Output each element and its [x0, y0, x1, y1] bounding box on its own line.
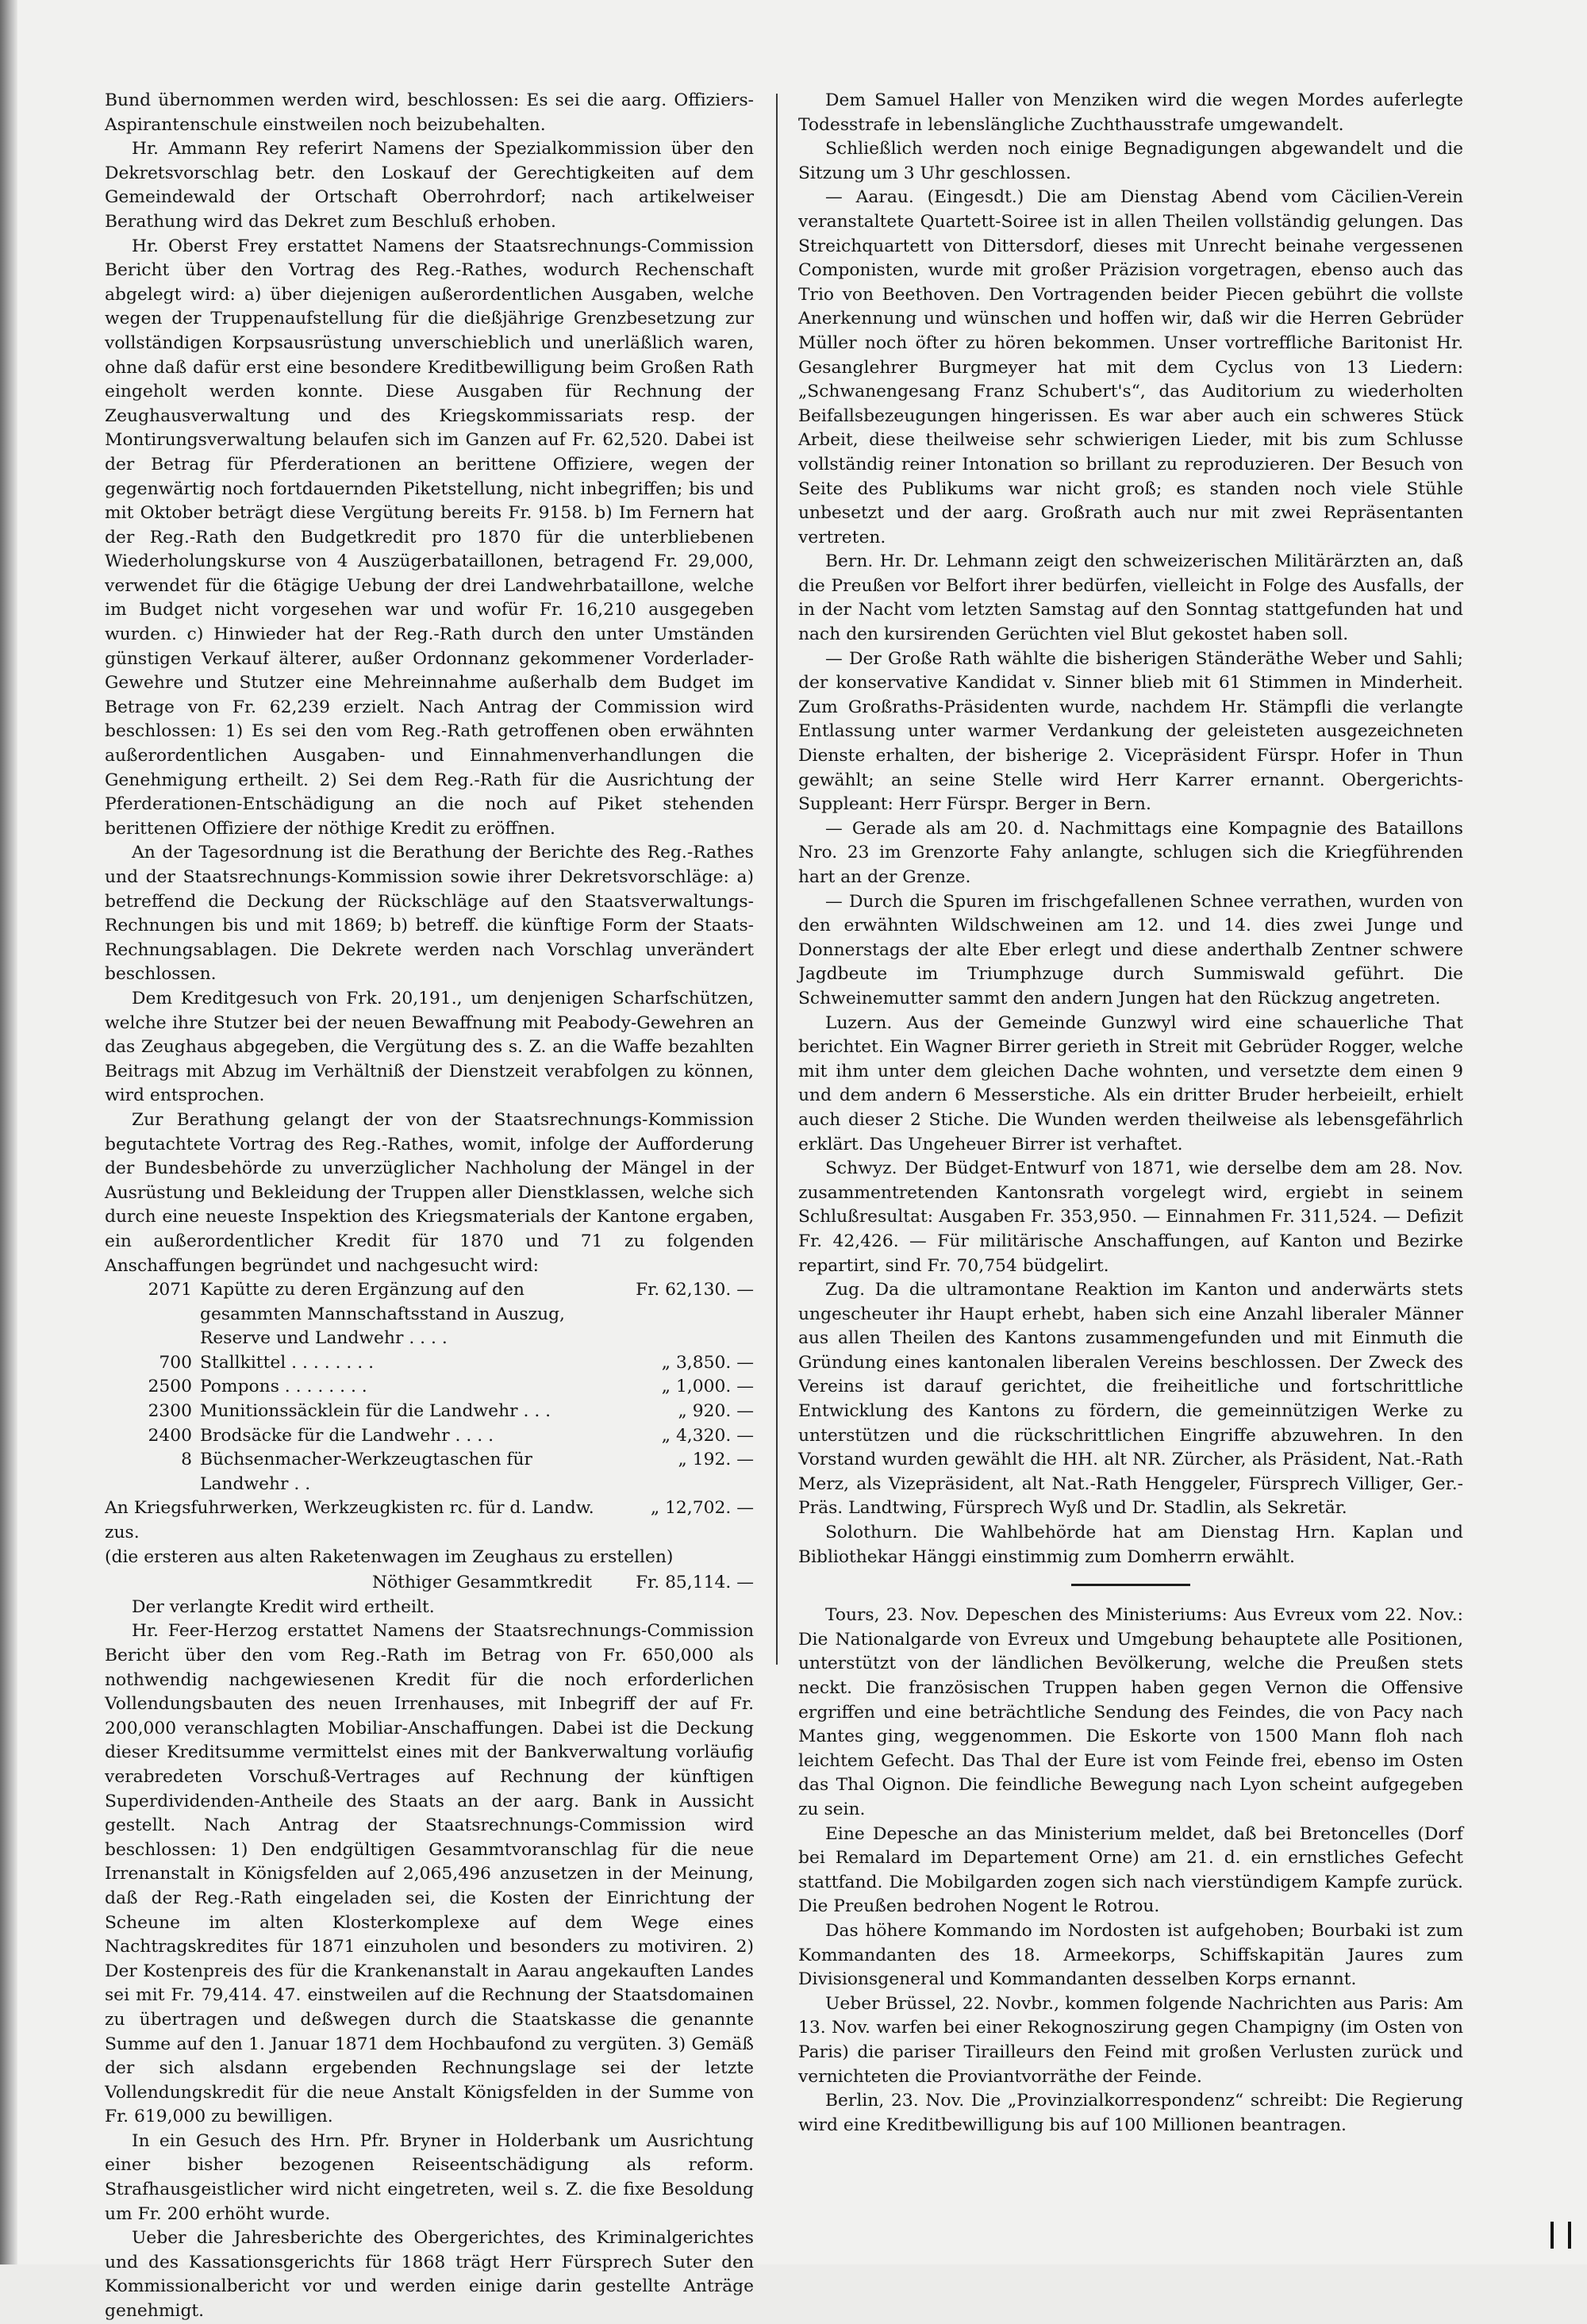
budget-extra-amount: „ 12,702. —: [650, 1498, 754, 1519]
budget-item: Pompons . . . . . . . .: [200, 1377, 367, 1397]
scan-margin-mark: [1550, 2222, 1554, 2249]
left-paragraph-3: Hr. Oberst Frey erstattet Namens der Staatsrechnungs-Commission Bericht über den Vortrag des Reg.-Rathes, wodurch Rechenschaft abgelegt wird: a) über diejenigen außerordentlichen Ausgaben, welche wegen der Truppenaufstellung für die dießjährige Grenzbesetzung zur vollständigen Korpsausrüstung unverschieblich und unerläßlich waren, ohne daß dafür erst eine besondere Kreditbewilligung beim Großen Rath eingeholt werden konnte. Diese Ausgaben für Rechnung der Zeughausverwaltung und des Kriegskommissariats resp. der Montirungsverwaltung belaufen sich im Ganzen auf Fr. 62,520. Dabei ist der Betrag für Pferderationen an berittene Offiziere, wegen der gegenwärtig noch fortdauernden Piketstellung, nicht inbegriffen; bis und mit Oktober beträgt diese Vergütung bereits Fr. 9158. b) Im Fernern hat der Reg.-Rath den Budgetkredit pro 1870 für die unterbliebenen Wiederholungskurse von 4 Auszügerbataillonen, betragend Fr. 29,000, verwendet für die 6tägige Uebung der drei Landwehrbataillone, welche im Budget nicht vorgesehen war und wofür Fr. 16,210 ausgegeben wurden. c) Hinwieder hat der Reg.-Rath durch den unter Umständen günstigen Verkauf älterer, außer Ordonnanz gekommener Vorderlader-Gewehre und Stutzer eine Mehreinnahme außerhalb dem Budget im Betrage von Fr. 62,239 erzielt. Nach Antrag der Commission wird beschlossen: 1) Es sei den vom Reg.-Rath getroffenen oben erwähnten außerordentlichen Ausgaben- und Einnahmenverhandlungen die Genehmigung ertheilt. 2) Sei dem Reg.-Rath für die Ausrichtung der Pferderationen-Entschädigung an die noch auf Piket stehenden berittenen Offiziere der nöthige Kredit zu eröffnen.: [105, 236, 754, 839]
budget-amount: „ 4,320. —: [661, 1425, 754, 1446]
budget-note: (die ersteren aus alten Raketenwagen im Zeughaus zu erstellen): [105, 1546, 674, 1567]
budget-qty: 2071: [148, 1280, 192, 1300]
left-paragraph-7: Der verlangte Kredit wird ertheilt.: [132, 1596, 435, 1617]
right-paragraph-5: — Der Große Rath wählte die bisherigen Ständeräthe Weber und Sahli; der konservative Kandidat v. Sinner blieb mit 61 Stimmen in Minderheit. Zum Großraths-Präsidenten wurde, nachdem Hr. Stämpfli die verlangte Entlassung unter warmer Verdankung der geleisteten ausgezeichneten Dienste erhalten, der bisherige 2. Vicepräsident Fürspr. Hofer in Thun gewählt; an seine Stelle wird Herr Karrer ernannt. Obergerichts-Suppleant: Herr Fürspr. Berger in Bern.: [798, 648, 1463, 815]
right-paragraph-berlin: Berlin, 23. Nov. Die „Provinzialkorrespondenz“ schreibt: Die Regierung wird eine Kreditbewilligung bis auf 100 Millionen beantragen.: [798, 2091, 1463, 2135]
budget-row: [105, 1424, 754, 1449]
budget-qty: 8: [181, 1450, 192, 1470]
left-paragraph-10: Ueber die Jahresberichte des Obergerichtes, des Kriminalgerichtes und des Kassationsgerichts für 1868 trägt Herr Fürsprech Suter den Kommissionalbericht vor und werden einige darin gestellte Anträge genehmigt.: [105, 2228, 754, 2322]
budget-item: Stallkittel . . . . . . . .: [200, 1352, 375, 1373]
budget-item: Munitionssäcklein für die Landwehr . . .: [200, 1401, 551, 1422]
left-column: [105, 89, 754, 2324]
right-paragraph-solothurn: Solothurn. Die Wahlbehörde hat am Dienstag Hrn. Kaplan und Bibliothekar Hänggi einstimmig zum Domherrn erwählt.: [798, 1523, 1463, 1567]
budget-amount: „ 192. —: [678, 1450, 754, 1470]
right-paragraph-bern: Bern. Hr. Dr. Lehmann zeigt den schweizerischen Militärärzten an, daß die Preußen vor Belfort ihrer bedürfen, vielleicht in Folge des Ausfalls, der in der Nacht vom letzten Samstag auf den Sonntag stattgefunden hat und nach den kursirenden Gerüchten viel Blut gekostet haben soll.: [798, 551, 1463, 645]
left-paragraph-4: An der Tagesordnung ist die Berathung der Berichte des Reg.-Rathes und der Staatsrechnungs-Kommission sowie ihrer Dekretsvorschläge: a) betreffend die Deckung der Rückschläge auf den Staatsverwaltungs-Rechnungen bis und mit 1869; b) betreff. die künftige Form der Staats-Rechnungsablagen. Die Dekrete werden nach Vorschlag unverändert beschlossen.: [105, 843, 754, 985]
budget-total-row: [105, 1569, 754, 1596]
right-paragraph-14: Das höhere Kommando im Nordosten ist aufgehoben; Bourbaki ist zum Kommandanten des 18. Armeekorps, Schiffskapitän Jaures zum Divisionsgeneral und Kommandanten desselben Korps ernannt.: [798, 1920, 1463, 1990]
budget-qty: 2400: [148, 1425, 192, 1446]
right-paragraph-7: — Durch die Spuren im frischgefallenen Schnee verrathen, wurden von den erwähnten Wildschweinen am 12. und 14. dies zwei Junge und Donnerstags der alte Eber erlegt und diese anderthalb Zentner schwere Jagdbeute im Triumphzuge durch Summiswald geführt. Die Schweinemutter sammt den andern Jungen hat den Rückzug angetreten.: [798, 891, 1463, 1008]
budget-amount: „ 1,000. —: [661, 1377, 754, 1397]
budget-item: Büchsenmacher-Werkzeugtaschen für Landwehr . .: [200, 1450, 532, 1494]
section-separator-rule: [1071, 1584, 1190, 1586]
column-divider: [776, 94, 778, 1665]
budget-qty: 700: [159, 1352, 192, 1373]
budget-table: [105, 1278, 754, 1596]
right-paragraph-6: — Gerade als am 20. d. Nachmittags eine Kompagnie des Bataillons Nro. 23 im Grenzorte Fahy anlangte, schlugen sich die Kriegführenden hart an der Grenze.: [798, 818, 1463, 887]
budget-row: [105, 1400, 754, 1424]
left-paragraph-6: Zur Berathung gelangt der von der Staatsrechnungs-Kommission begutachtete Vortrag des Reg.-Rathes, womit, infolge der Aufforderung der Bundesbehörde zu unverzüglicher Nachholung der Mängel in der Ausrüstung und Bekleidung der Truppen aller Dienstklassen, welche sich durch eine neueste Inspektion des Kriegsmaterials der Kantone ergaben, ein außerordentlicher Kredit für 1870 und 71 zu folgenden Anschaffungen begründet und nachgesucht wird:: [105, 1109, 754, 1276]
left-paragraph-5: Dem Kreditgesuch von Frk. 20,191., um denjenigen Scharfschützen, welche ihre Stutzer bei der neuen Bewaffnung mit Peabody-Gewehren an das Zeughaus abgegeben, die Vergütung des s. Z. an die Waffe bezahlten Beitrags mit Abzug im Verhältniß der Dienstzeit verabfolgen zu können, wird entsprochen.: [105, 988, 754, 1106]
budget-total-amount: Fr. 85,114. —: [636, 1573, 754, 1593]
left-paragraph-1: Bund übernommen werden wird, beschlossen: Es sei die aarg. Offiziers-Aspirantenschule einstweilen noch beizubehalten.: [105, 90, 754, 135]
budget-row-extra: [105, 1496, 754, 1545]
budget-note-row: [105, 1546, 754, 1570]
budget-qty: 2500: [148, 1377, 192, 1397]
budget-row: [105, 1375, 754, 1400]
left-paragraph-2: Hr. Ammann Rey referirt Namens der Spezialkommission über den Dekretsvorschlag betr. den Loskauf der Gerechtigkeiten auf dem Gemeindewald der Ortschaft Oberrohrdorf; nach artikelweiser Berathung wird das Dekret zum Beschluß erhoben.: [105, 139, 754, 232]
right-paragraph-schwyz: Schwyz. Der Büdget-Entwurf von 1871, wie derselbe dem am 28. Nov. zusammentretenden Kantonsrath vorgelegt wird, ergiebt in seinem Schlußresultat: Ausgaben Fr. 353,950. — Einnahmen Fr. 311,524. — Defizit Fr. 42,426. — Für militärische Anschaffungen, auf Kanton und Bezirke repartirt, sind Fr. 70,754 büdgelirt.: [798, 1158, 1463, 1276]
budget-row: [105, 1448, 754, 1496]
scan-edge-shadow: [0, 0, 17, 2264]
budget-amount: „ 920. —: [678, 1401, 754, 1422]
right-paragraph-1: Dem Samuel Haller von Menziken wird die wegen Mordes auferlegte Todesstrafe in lebenslängliche Zuchthausstrafe umgewandelt.: [798, 90, 1463, 135]
budget-item: Brodsäcke für die Landwehr . . . .: [200, 1425, 494, 1446]
budget-qty: 2300: [148, 1401, 192, 1422]
budget-row: [105, 1351, 754, 1376]
budget-item: Kapütte zu deren Ergänzung auf den gesammten Mannschaftsstand in Auszug, Reserve und Landwehr . . . .: [200, 1280, 565, 1349]
right-paragraph-zug: Zug. Da die ultramontane Reaktion im Kanton und anderwärts stets ungescheuter ihr Haupt erhebt, haben sich eine Anzahl liberaler Männer aus allen Theilen des Kantons zusammengefunden und mit Einmuth die Gründung eines kantonalen liberalen Vereins beschlossen. Der Zweck des Vereins ist darauf gerichtet, die freiheitliche und fortschrittliche Entwicklung des Kantons zu fördern, die gemeinnützigen Werke zu unterstützen und die rückschrittlichen Eingriffe abzuwehren. In den Vorstand wurden gewählt die HH. alt NR. Zürcher, als Präsident, Nat.-Rath Merz, als Vizepräsident, alt Nat.-Rath Henggeler, Fürsprech Villiger, Ger.-Präs. Landtwing, Fürsprech Wyß und Dr. Stadlin, als Sekretär.: [798, 1280, 1463, 1519]
right-paragraph-luzern: Luzern. Aus der Gemeinde Gunzwyl wird eine schauerliche That berichtet. Ein Wagner Birrer gerieth in Streit mit Gebrüder Rogger, welche mit ihm unter dem gleichen Dache wohnten, und versetzte dem einen 9 und dem andern 6 Messerstiche. Als ein dritter Bruder herbeieilt, erhielt auch dieser 2 Stiche. Die Wunden werden theilweise als lebensgefährlich erklärt. Das Ungeheuer Birrer ist verhaftet.: [798, 1012, 1463, 1154]
right-column: [798, 89, 1463, 2138]
right-paragraph-bruessel: Ueber Brüssel, 22. Novbr., kommen folgende Nachrichten aus Paris: Am 13. Nov. warfen bei einer Rekognoszirung gegen Champigny (im Osten von Paris) die pariser Tirailleurs den Feind mit großen Verlusten zurück und vernichteten die Proviantvorräthe der Feinde.: [798, 1993, 1463, 2087]
budget-extra-item: An Kriegsfuhrwerken, Werkzeugkisten rc. für d. Landw. zus.: [105, 1498, 594, 1543]
right-paragraph-tours: Tours, 23. Nov. Depeschen des Ministeriums: Aus Evreux vom 22. Nov.: Die Nationalgarde von Evreux und Umgebung behauptete alle Positionen, unterstützt von der ländlichen Bevölkerung, welche die Preußen stets neckt. Die französischen Truppen haben gegen Vernon die Offensive ergriffen und eine beträchtliche Sendung des Feindes, die von Pacy nach Mantes ging, weggenommen. Die Eskorte von 1500 Mann floh nach leichtem Gefecht. Das Thal der Eure ist vom Feinde frei, ebenso im Osten das Thal Oignon. Die feindliche Bewegung nach Lyon scheint aufgegeben zu sein.: [798, 1605, 1463, 1819]
left-paragraph-9: In ein Gesuch des Hrn. Pfr. Bryner in Holderbank um Ausrichtung einer bisher bezogenen Reiseentschädigung als reform. Strafhausgeistlicher wird nicht eingetreten, weil s. Z. die fixe Besoldung um Fr. 200 erhöht wurde.: [105, 2130, 754, 2224]
budget-total-label: Nöthiger Gesammtkredit: [372, 1573, 592, 1593]
left-paragraph-8: Hr. Feer-Herzog erstattet Namens der Staatsrechnungs-Commission Bericht über den vom Reg.-Rath im Betrag von Fr. 650,000 als nothwendig nachgewiesenen Kredit für die noch erforderlichen Vollendungsbauten des neuen Irrenhauses, mit Inbegriff der auf Fr. 200,000 veranschlagten Mobiliar-Anschaffungen. Dabei ist die Deckung dieser Kreditsumme vermittelst eines mit der Bankverwaltung vorläufig verabredeten Vorschuß-Vertrages auf Rechnung der künftigen Superdividenden-Antheile des Staats an der aarg. Bank in Aussicht gestellt. Nach Antrag der Staatsrechnungs-Commission wird beschlossen: 1) Den endgültigen Gesammtvoranschlag für die neue Irrenanstalt in Königsfelden auf 2,065,496 anzusetzen in der Meinung, daß der Reg.-Rath eingeladen sei, die Kosten der Einrichtung der Scheune im alten Klosterkomplexe auf dem Wege eines Nachtragskredites für 1871 einzuholen und besonders zu motiviren. 2) Der Kostenpreis des für die Krankenanstalt in Aarau angekauften Landes sei mit Fr. 79,414. 47. einstweilen auf die Rechnung der Staatsdomainen zu übertragen und deßwegen durch die Staatskasse die genannte Summe auf den 1. Januar 1871 dem Hochbaufond zu vergüten. 3) Gemäß der sich alsdann ergebenden Rechnungslage sei der letzte Vollendungskredit für die neue Anstalt Königsfelden in der Summe von Fr. 619,000 zu bewilligen.: [105, 1621, 754, 2127]
scan-margin-mark: [1568, 2222, 1571, 2249]
budget-amount: Fr. 62,130. —: [636, 1280, 754, 1300]
budget-row: [105, 1278, 754, 1351]
budget-amount: „ 3,850. —: [661, 1352, 754, 1373]
right-paragraph-aarau: — Aarau. (Eingesdt.) Die am Dienstag Abend vom Cäcilien-Verein veranstaltete Quartett-Soiree ist in allen Theilen vollständig gelungen. Das Streichquartett von Dittersdorf, dieses mit Unrecht beinahe vergessenen Componisten, wurde mit großer Präzision vorgetragen, ebenso auch das Trio von Beethoven. Den Vortragenden beider Piecen gebührt die vollste Anerkennung und wünschen und hoffen wir, daß wir die Herren Gebrüder Müller noch öfter zu hören bekommen. Unser vortreffliche Baritonist Hr. Gesanglehrer Burgmeyer hat mit dem Cyclus von 13 Liedern: „Schwanengesang Franz Schubert's“, das Auditorium zu wiederholten Beifallsbezeugungen hingerissen. Es war aber auch ein schweres Stück Arbeit, diese theilweise sehr schwierigen Lieder, mit bis zum Schlusse vollständig reiner Intonation so brillant zu reproduzieren. Der Besuch von Seite des Publikums war nicht groß; es standen noch viele Stühle unbesetzt und der aarg. Großrath auch nur mit zwei Repräsentanten vertreten.: [798, 187, 1463, 547]
right-paragraph-2: Schließlich werden noch einige Begnadigungen abgewandelt und die Sitzung um 3 Uhr geschlossen.: [798, 139, 1463, 183]
right-paragraph-13: Eine Depesche an das Ministerium meldet, daß bei Bretoncelles (Dorf bei Remalard im Departement Orne) am 21. d. ein ernstliches Gefecht stattfand. Die Mobilgarden zogen sich nach vierstündigem Kampfe zurück. Die Preußen bedrohen Nogent le Rotrou.: [798, 1823, 1463, 1917]
